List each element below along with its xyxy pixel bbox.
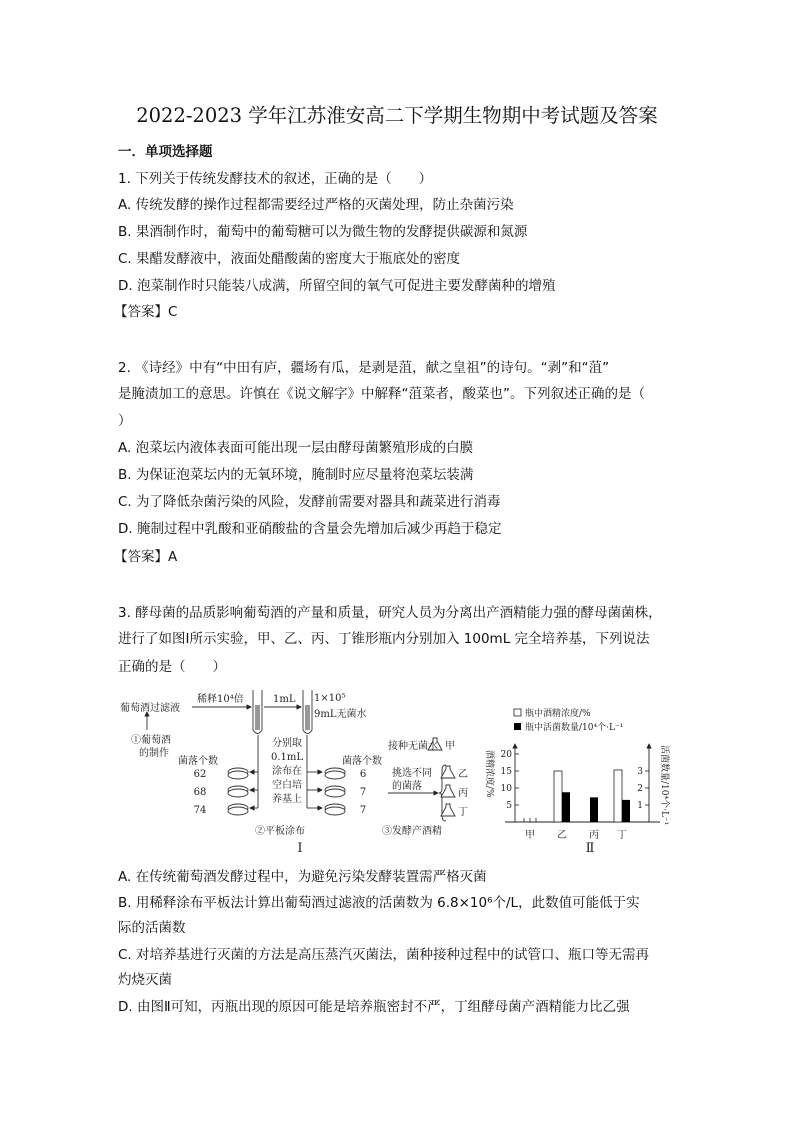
flask-label: 甲 [445,741,455,752]
left-tick-label: 5 [506,801,512,811]
water-label: 9mL无菌水 [314,709,367,720]
q2-stem-1: 2. 《诗经》中有“中田有庐，疆场有瓜，是剥是菹，献之皇祖”的诗句。“剥”和“菹” [118,360,610,376]
count: 68 [193,787,207,798]
q1-option-c: C. 果醋发酵液中，液面处醋酸菌的密度大于瓶底处的密度 [118,251,461,267]
q2-option-d: D. 腌制过程中乳酸和亚硝酸盐的含量会先增加后减少再趋于稳定 [118,521,502,537]
count: 74 [193,805,207,816]
count: 7 [359,805,367,816]
q1-stem: 1. 下列关于传统发酵技术的叙述，正确的是（ ） [118,171,433,187]
left-tick-label: 10 [500,784,512,794]
flask-label: 乙 [458,769,468,780]
q3-stem-2: 进行了如图Ⅰ所示实验，甲、乙、丙、丁锥形瓶内分别加入 100mL 完全培养基，下列说法 [118,631,650,647]
take-label: 分别取 [272,738,302,749]
q3-option-d: D. 由图Ⅱ可知，丙瓶出现的原因可能是培养瓶密封不严，丁组酵母菌产酒精能力比乙强 [118,999,630,1015]
q3-stem-3: 正确的是（ ） [118,659,226,675]
right-axis-label: 活菌数量/10⁴个·L⁻¹ [659,745,669,826]
legend-swatch-alcohol [514,709,521,716]
figure-2-label: Ⅱ [585,841,595,856]
take-label: 养基上 [272,794,302,805]
q2-answer: 【答案】A [114,549,178,565]
pick-label: 挑选不同 [392,768,432,779]
transfer-label: 1mL [273,694,296,705]
q2-option-a: A. 泡菜坛内液体表面可能出现一层由酵母菌繁殖形成的白膜 [118,440,474,456]
step3-label: ③发酵产酒精 [382,826,442,837]
step1-label: ①葡萄酒 [131,735,171,746]
q3-option-b: B. 用稀释涂布平板法计算出葡萄酒过滤液的活菌数为 6.8×10⁶个/L，此数值可能低于实 [118,895,640,911]
flask-label: 丁 [458,807,468,818]
q1-answer: 【答案】C [114,304,178,320]
flask-label: 丙 [458,788,468,799]
figure-1-label: Ⅰ [297,841,303,856]
step2-label: ②平板涂布 [255,826,305,837]
q1-option-d: D. 泡菜制作时只能装八成满，所留空间的氧气可促进主要发酵菌种的增殖 [118,278,556,294]
left-axis-label: 酒精浓度/% [484,750,494,798]
legend-cells: 瓶中活菌数量/10⁴个·L⁻¹ [525,723,624,733]
category-label: 丙 [589,830,599,841]
count: 7 [359,787,367,798]
q3-stem-1: 3. 酵母菌的品质影响葡萄酒的产量和质量，研究人员为分离出产酒精能力强的酵母菌菌株， [118,605,662,621]
page-title: 2022-2023 学年江苏淮安高二下学期生物期中考试题及答案 [136,104,658,127]
q3-option-c-cont: 灼烧灭菌 [118,972,172,988]
category-label: 丁 [617,830,627,841]
count: 62 [193,769,207,780]
bar-cells [590,797,598,822]
right-tick-label: 1 [637,801,643,811]
bar-alcohol [614,770,622,822]
dilute-label: 稀释10⁴倍 [197,694,244,705]
q3-option-b-cont: 际的活菌数 [118,920,186,936]
q1-option-a: A. 传统发酵的操作过程都需要经过严格的灭菌处理，防止杂菌污染 [118,197,514,213]
legend-swatch-cells [514,723,521,730]
right-tick-label: 2 [637,784,643,794]
q3-option-a: A. 在传统葡萄酒发酵过程中，为避免污染发酵装置需严格灭菌 [118,869,487,885]
inoculate-label: 接种无菌水 [388,741,438,752]
category-label: 甲 [525,830,535,841]
q3-option-c: C. 对培养基进行灭菌的方法是高压蒸汽灭菌法，菌种接种过程中的试管口、瓶口等无需再 [118,947,650,963]
dilution2-label: 1×10⁵ [314,693,346,704]
right-tick-label: 3 [637,767,643,777]
take-label: 空白培 [272,780,302,791]
figure-2-chart [484,707,671,856]
colony-label-left: 菌落个数 [178,756,218,767]
count: 6 [359,769,367,780]
q1-option-b: B. 果酒制作时，葡萄中的葡萄糖可以为微生物的发酵提供碳源和氮源 [118,224,528,240]
take-label: 0.1mL [270,752,304,763]
q2-option-c: C. 为了降低杂菌污染的风险，发酵前需要对器具和蔬菜进行消毒 [118,494,501,510]
q2-stem-3: ） [118,413,132,429]
filtrate-label: 葡萄酒过滤液 [120,703,180,714]
section-heading: 一．单项选择题 [118,144,213,160]
legend-alcohol: 瓶中酒精浓度/% [525,709,591,719]
take-label: 涂布在 [272,766,302,777]
category-label: 乙 [557,830,567,841]
bar-cells [622,800,630,822]
left-tick-label: 15 [500,767,512,777]
q2-option-b: B. 为保证泡菜坛内的无氧环境，腌制时应尽量将泡菜坛装满 [118,467,474,483]
colony-label-right: 菌落个数 [342,756,382,767]
q2-stem-2: 是腌渍加工的意思。许慎在《说文解字》中解释“菹菜者，酸菜也”。下列叙述正确的是（ [118,386,645,402]
left-tick-label: 20 [500,750,512,760]
bar-cells [562,792,570,822]
bar-alcohol [554,771,562,822]
pick-label: 的菌落 [392,781,422,792]
step1-label-2: 的制作 [139,748,169,759]
